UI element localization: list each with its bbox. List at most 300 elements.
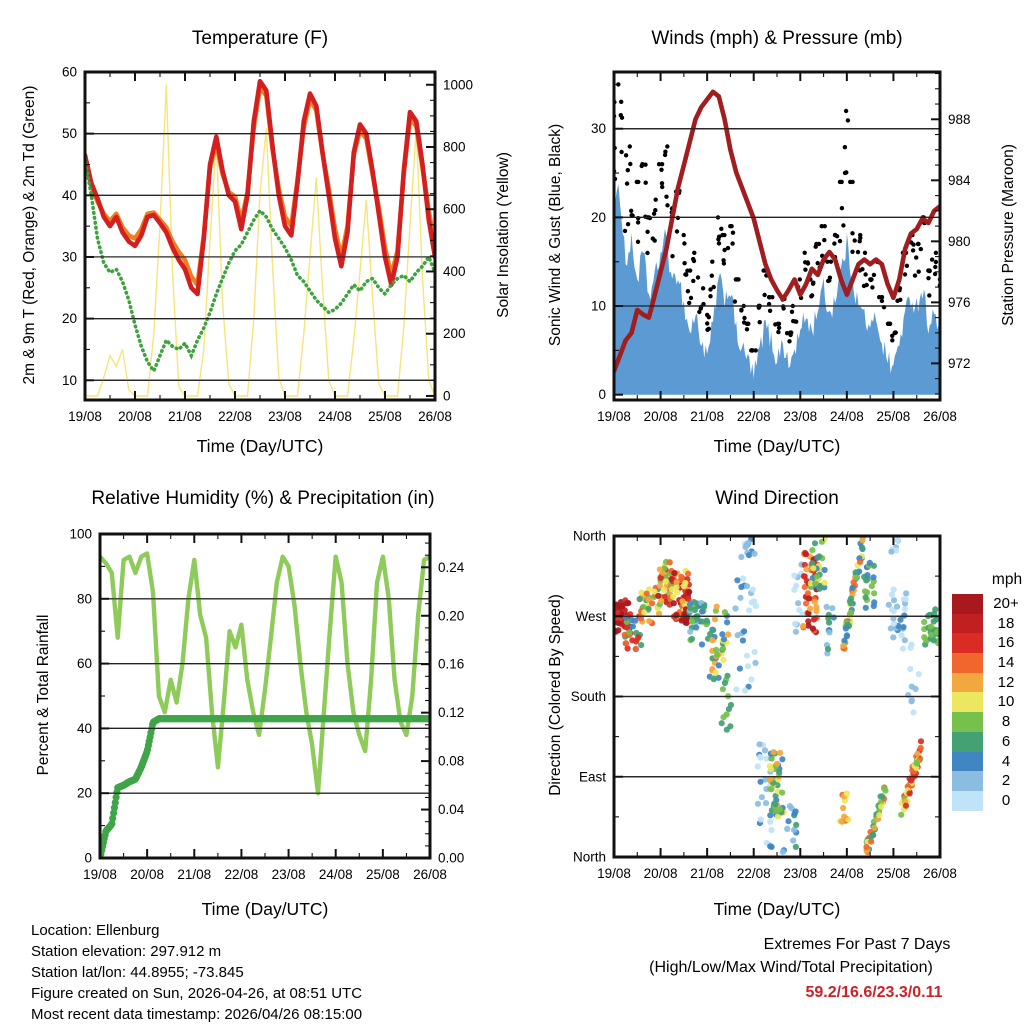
chart-element <box>678 574 684 580</box>
chart-element <box>923 636 929 642</box>
chart-element <box>646 618 652 624</box>
chart-element <box>670 254 674 258</box>
chart-element <box>806 595 812 601</box>
chart-element <box>682 580 688 586</box>
y-tick-label: West <box>575 608 606 624</box>
y-tick-label: 20 <box>76 785 92 801</box>
chart-element <box>812 581 818 587</box>
y-tick-label: 20 <box>61 311 77 327</box>
chart-element <box>752 660 758 666</box>
chart-element <box>891 620 897 626</box>
chart-element <box>812 540 818 546</box>
chart-element <box>779 790 785 796</box>
chart-element <box>871 603 877 609</box>
chart-element <box>762 747 768 753</box>
chart-element <box>809 560 815 566</box>
chart-element <box>735 277 739 281</box>
chart-element <box>880 295 884 299</box>
temperature-panel <box>62 65 473 425</box>
chart-element <box>849 585 855 591</box>
chart-element <box>633 646 639 652</box>
chart-element <box>805 590 811 596</box>
chart-element <box>774 761 780 767</box>
chart-element <box>798 277 802 281</box>
chart-element <box>926 268 930 272</box>
chart-element <box>843 145 847 149</box>
colorbar-bin-label: 2 <box>1001 772 1011 790</box>
x-tick-label: 22/08 <box>224 867 259 882</box>
chart-element <box>714 604 720 610</box>
chart-element <box>894 537 900 543</box>
chart-element <box>926 276 930 280</box>
chart-element <box>860 267 864 271</box>
chart-element <box>699 306 703 310</box>
chart-element <box>907 666 913 672</box>
y-tick-label: 10 <box>590 298 606 314</box>
chart-element <box>665 203 669 207</box>
chart-element <box>722 233 726 237</box>
extremes-heading: Extremes For Past 7 Days <box>763 936 951 953</box>
chart-element <box>629 209 633 213</box>
chart-element <box>903 803 909 809</box>
chart-element <box>701 604 707 610</box>
chart-element <box>724 727 730 733</box>
chart-element <box>630 213 634 217</box>
colorbar-bin <box>952 692 1024 712</box>
y-tick-label: 0 <box>84 850 92 866</box>
chart-element <box>674 589 680 595</box>
colorbar-swatch <box>952 594 983 614</box>
x-tick-label: 23/08 <box>783 866 818 881</box>
chart-element <box>626 629 632 635</box>
chart-element <box>844 109 848 113</box>
chart-element <box>863 251 867 255</box>
chart-element <box>864 572 870 578</box>
y-tick-label: East <box>578 769 606 785</box>
chart-element <box>931 637 937 643</box>
chart-element <box>673 612 679 618</box>
chart-element <box>742 688 748 694</box>
y-tick-label: South <box>570 689 606 704</box>
chart-element <box>793 319 797 323</box>
x-tick-label: 21/08 <box>168 409 202 424</box>
chart-element <box>893 330 897 334</box>
chart-element <box>748 676 754 682</box>
chart-element <box>809 547 815 553</box>
chart-element <box>750 348 754 352</box>
chart-element <box>917 270 921 274</box>
chart-element <box>899 632 905 638</box>
chart-element <box>724 673 730 679</box>
chart-element <box>791 573 797 579</box>
chart-element <box>894 604 900 610</box>
colorbar-bin <box>952 712 1024 732</box>
chart-element <box>638 590 644 596</box>
chart-element <box>871 825 877 831</box>
chart-element <box>790 310 794 314</box>
winds-panel <box>591 72 971 424</box>
chart-element <box>777 326 781 330</box>
chart-element <box>886 322 890 326</box>
chart-element <box>660 185 664 189</box>
chart-element <box>684 273 688 277</box>
chart-element <box>757 754 763 760</box>
chart-element <box>755 801 761 807</box>
chart-element <box>850 231 854 235</box>
chart-element <box>652 212 656 216</box>
colorbar-swatch <box>952 673 983 693</box>
chart-element <box>691 279 695 283</box>
chart-element <box>776 770 782 776</box>
colorbar-swatch <box>952 653 983 673</box>
humidity-panel-title: Relative Humidity (%) & Precipitation (in) <box>91 488 435 509</box>
chart-element <box>911 248 915 252</box>
chart-element <box>790 838 796 844</box>
chart-element <box>921 619 927 625</box>
chart-element <box>623 640 629 646</box>
chart-element <box>850 250 854 254</box>
winds-x-axis-label: Time (Day/UTC) <box>713 436 841 456</box>
chart-element <box>833 233 837 237</box>
chart-element <box>757 779 763 785</box>
direction-axes <box>571 529 957 882</box>
colorbar-bin <box>952 594 1024 614</box>
x-tick-label: 21/08 <box>690 409 725 424</box>
chart-element <box>692 251 696 255</box>
chart-element <box>712 285 716 289</box>
x-tick-label: 19/08 <box>68 409 102 424</box>
chart-element <box>767 763 773 769</box>
chart-element <box>744 583 750 589</box>
chart-element <box>649 600 655 606</box>
chart-element <box>777 806 783 812</box>
x-tick-label: 24/08 <box>318 409 352 424</box>
x-tick-label: 26/08 <box>923 866 957 881</box>
chart-element <box>878 803 884 809</box>
colorbar-bin-label: 12 <box>997 673 1015 691</box>
y-tick-label: 0.24 <box>438 559 465 575</box>
chart-element <box>903 590 909 596</box>
chart-element <box>785 818 791 824</box>
chart-element <box>908 778 914 784</box>
colorbar-bin-label: 8 <box>1001 713 1011 731</box>
y-tick-label: 0.00 <box>438 850 465 866</box>
temperature-x-axis-label: Time (Day/UTC) <box>196 436 324 456</box>
x-tick-label: 23/08 <box>268 409 302 424</box>
colorbar-swatch <box>952 791 983 811</box>
chart-element <box>776 330 780 334</box>
colorbar-swatch <box>952 692 983 712</box>
chart-element <box>674 579 680 585</box>
station-location: Location: Ellenburg <box>31 922 160 939</box>
chart-element <box>692 607 698 613</box>
chart-element <box>863 594 869 600</box>
y-tick-label: North <box>572 528 606 544</box>
chart-element <box>792 621 798 627</box>
colorbar-title: mph <box>991 571 1023 588</box>
chart-element <box>689 618 695 624</box>
chart-element <box>710 260 714 264</box>
chart-element <box>844 632 850 638</box>
chart-element <box>890 338 894 342</box>
chart-element <box>635 634 641 640</box>
chart-element <box>888 549 894 555</box>
chart-element <box>793 844 799 850</box>
chart-element <box>636 216 640 220</box>
chart-element <box>654 198 658 202</box>
chart-element <box>724 619 730 625</box>
colorbar-swatch <box>952 771 983 791</box>
chart-element <box>805 623 811 629</box>
y-tick-label: 40 <box>61 187 77 203</box>
chart-element <box>776 322 780 326</box>
chart-element <box>869 583 875 589</box>
chart-element <box>934 251 938 255</box>
chart-element <box>731 231 735 235</box>
chart-element <box>663 578 669 584</box>
chart-element <box>644 181 648 185</box>
chart-element <box>832 241 836 245</box>
chart-element <box>737 666 743 672</box>
chart-element <box>817 586 823 592</box>
chart-element <box>746 552 752 558</box>
direction-scatter <box>611 533 943 855</box>
chart-element <box>658 598 664 604</box>
x-tick-label: 19/08 <box>597 409 631 424</box>
colorbar-bin <box>952 633 1024 653</box>
colorbar-swatch <box>952 732 983 752</box>
chart-element <box>848 600 854 606</box>
chart-element <box>726 246 730 250</box>
chart-element <box>721 636 727 642</box>
chart-element <box>862 284 866 288</box>
chart-element <box>891 597 897 603</box>
chart-element <box>902 606 908 612</box>
chart-element <box>825 646 831 652</box>
chart-element <box>619 100 623 104</box>
chart-element <box>756 741 762 747</box>
colorbar-swatch <box>952 633 983 653</box>
chart-element <box>725 631 731 637</box>
chart-element <box>771 749 777 755</box>
chart-element <box>645 230 649 234</box>
wind-speed-colorbar <box>952 571 1024 811</box>
chart-element <box>856 250 860 254</box>
chart-element <box>793 822 799 828</box>
chart-element <box>679 598 685 604</box>
colorbar-bin-label: 6 <box>1001 732 1011 750</box>
x-tick-label: 22/08 <box>218 409 252 424</box>
direction-x-axis-label: Time (Day/UTC) <box>713 899 841 919</box>
chart-element <box>928 632 934 638</box>
chart-element <box>651 236 655 240</box>
chart-element <box>807 606 813 612</box>
chart-element <box>738 554 744 560</box>
chart-element <box>752 649 758 655</box>
chart-element <box>840 643 846 649</box>
chart-element <box>800 623 806 629</box>
colorbar-bin <box>952 673 1024 693</box>
most-recent-data-timestamp: Most recent data timestamp: 2026/04/26 08:15:00 <box>31 1006 363 1023</box>
chart-element <box>777 750 783 756</box>
chart-element <box>813 604 819 610</box>
y-tick-label: 60 <box>61 64 77 80</box>
chart-element <box>780 849 786 855</box>
chart-element <box>682 241 686 245</box>
chart-element <box>726 706 732 712</box>
chart-element <box>913 273 917 277</box>
chart-element <box>916 242 920 246</box>
chart-element <box>854 575 860 581</box>
chart-element <box>796 607 802 613</box>
colorbar-bin <box>952 653 1024 673</box>
colorbar-bin-label: 16 <box>997 634 1015 652</box>
chart-element <box>846 118 850 122</box>
temperature-left-axis-label: 2m & 9m T (Red, Orange) & 2m Td (Green) <box>21 85 38 385</box>
chart-element <box>693 624 699 630</box>
chart-element <box>905 692 911 698</box>
chart-element <box>625 181 629 185</box>
y-tick-label: 100 <box>69 526 92 542</box>
y-tick-label: 20 <box>590 209 606 225</box>
chart-element <box>751 551 757 557</box>
x-tick-label: 24/08 <box>829 866 864 881</box>
chart-element <box>844 790 850 796</box>
winds-right-axis-label: Station Pressure (Maroon) <box>1000 144 1017 326</box>
chart-element <box>918 738 924 744</box>
chart-element <box>733 686 739 692</box>
chart-element <box>709 637 715 643</box>
chart-element <box>768 786 774 792</box>
chart-element <box>671 600 677 606</box>
y-tick-label: 800 <box>443 139 466 155</box>
y-tick-label: 40 <box>76 720 92 736</box>
chart-element <box>843 625 849 631</box>
chart-element <box>689 296 693 300</box>
chart-element <box>665 144 669 148</box>
y-tick-label: 1000 <box>443 77 474 93</box>
chart-element <box>934 260 938 264</box>
chart-element <box>755 763 761 769</box>
chart-element <box>810 565 816 571</box>
x-tick-label: 20/08 <box>118 409 152 424</box>
chart-element <box>637 596 643 602</box>
chart-element <box>850 180 854 184</box>
x-tick-label: 21/08 <box>177 867 212 882</box>
chart-element <box>841 814 847 820</box>
chart-element <box>909 684 915 690</box>
colorbar-swatch <box>952 752 983 772</box>
chart-element <box>646 606 652 612</box>
humidity-panel <box>69 527 464 883</box>
chart-element <box>826 629 832 635</box>
humidity-axes <box>69 527 464 883</box>
y-tick-label: 972 <box>948 355 971 371</box>
chart-element <box>682 261 686 265</box>
chart-element <box>905 264 909 268</box>
y-tick-label: 10 <box>61 372 77 388</box>
humidity-left-axis-label: Percent & Total Rainfall <box>35 614 52 776</box>
chart-element <box>636 220 640 224</box>
chart-element <box>745 663 751 669</box>
chart-element <box>901 612 907 618</box>
chart-element <box>844 170 848 174</box>
chart-element <box>817 242 821 246</box>
extremes-values: 59.2/16.6/23.3/0.11 <box>805 984 943 1001</box>
y-tick-label: 200 <box>443 326 466 342</box>
chart-element <box>907 645 913 651</box>
chart-element <box>914 751 920 757</box>
chart-element <box>733 299 737 303</box>
chart-element <box>919 247 923 251</box>
chart-element <box>708 294 712 298</box>
chart-element <box>707 327 711 331</box>
chart-element <box>822 567 828 573</box>
chart-element <box>787 803 793 809</box>
station-elevation: Station elevation: 297.912 m <box>31 943 222 960</box>
chart-element <box>741 628 747 634</box>
chart-element <box>645 251 649 255</box>
chart-element <box>863 272 867 276</box>
chart-element <box>801 573 807 579</box>
chart-element <box>840 206 844 210</box>
colorbar-bin-label: 18 <box>997 614 1015 632</box>
y-tick-label: 0.12 <box>438 705 465 721</box>
chart-element <box>857 559 863 565</box>
colorbar-bin <box>952 791 1024 811</box>
chart-element <box>803 566 809 572</box>
chart-element <box>623 229 627 233</box>
chart-element <box>737 595 743 601</box>
chart-element <box>696 275 700 279</box>
chart-element <box>858 233 862 237</box>
chart-element <box>732 605 738 611</box>
chart-element <box>903 596 909 602</box>
chart-element <box>881 785 887 791</box>
chart-element <box>803 551 809 557</box>
chart-element <box>908 698 914 704</box>
chart-element <box>848 610 854 616</box>
chart-element <box>927 293 931 297</box>
chart-element <box>831 614 837 620</box>
humidity-series <box>96 553 432 861</box>
chart-element <box>663 150 667 154</box>
direction-panel <box>571 529 957 882</box>
chart-element <box>685 571 691 577</box>
y-tick-label: 0.16 <box>438 656 465 672</box>
chart-element <box>734 577 740 583</box>
extremes-subheading: (High/Low/Max Wind/Total Precipitation) <box>649 959 933 976</box>
chart-element <box>863 844 869 850</box>
chart-element <box>824 604 830 610</box>
chart-element <box>768 827 774 833</box>
chart-element <box>784 826 790 832</box>
chart-element <box>710 274 714 278</box>
chart-element <box>767 819 773 825</box>
chart-element <box>763 800 769 806</box>
chart-element <box>636 180 640 184</box>
chart-element <box>795 600 801 606</box>
chart-element <box>853 238 857 242</box>
chart-element <box>624 153 628 157</box>
chart-element <box>740 575 746 581</box>
chart-element <box>657 566 663 572</box>
chart-element <box>661 587 667 593</box>
chart-element <box>720 657 726 663</box>
chart-element <box>686 589 692 595</box>
y-tick-label: 400 <box>443 263 466 279</box>
chart-element <box>859 537 865 543</box>
